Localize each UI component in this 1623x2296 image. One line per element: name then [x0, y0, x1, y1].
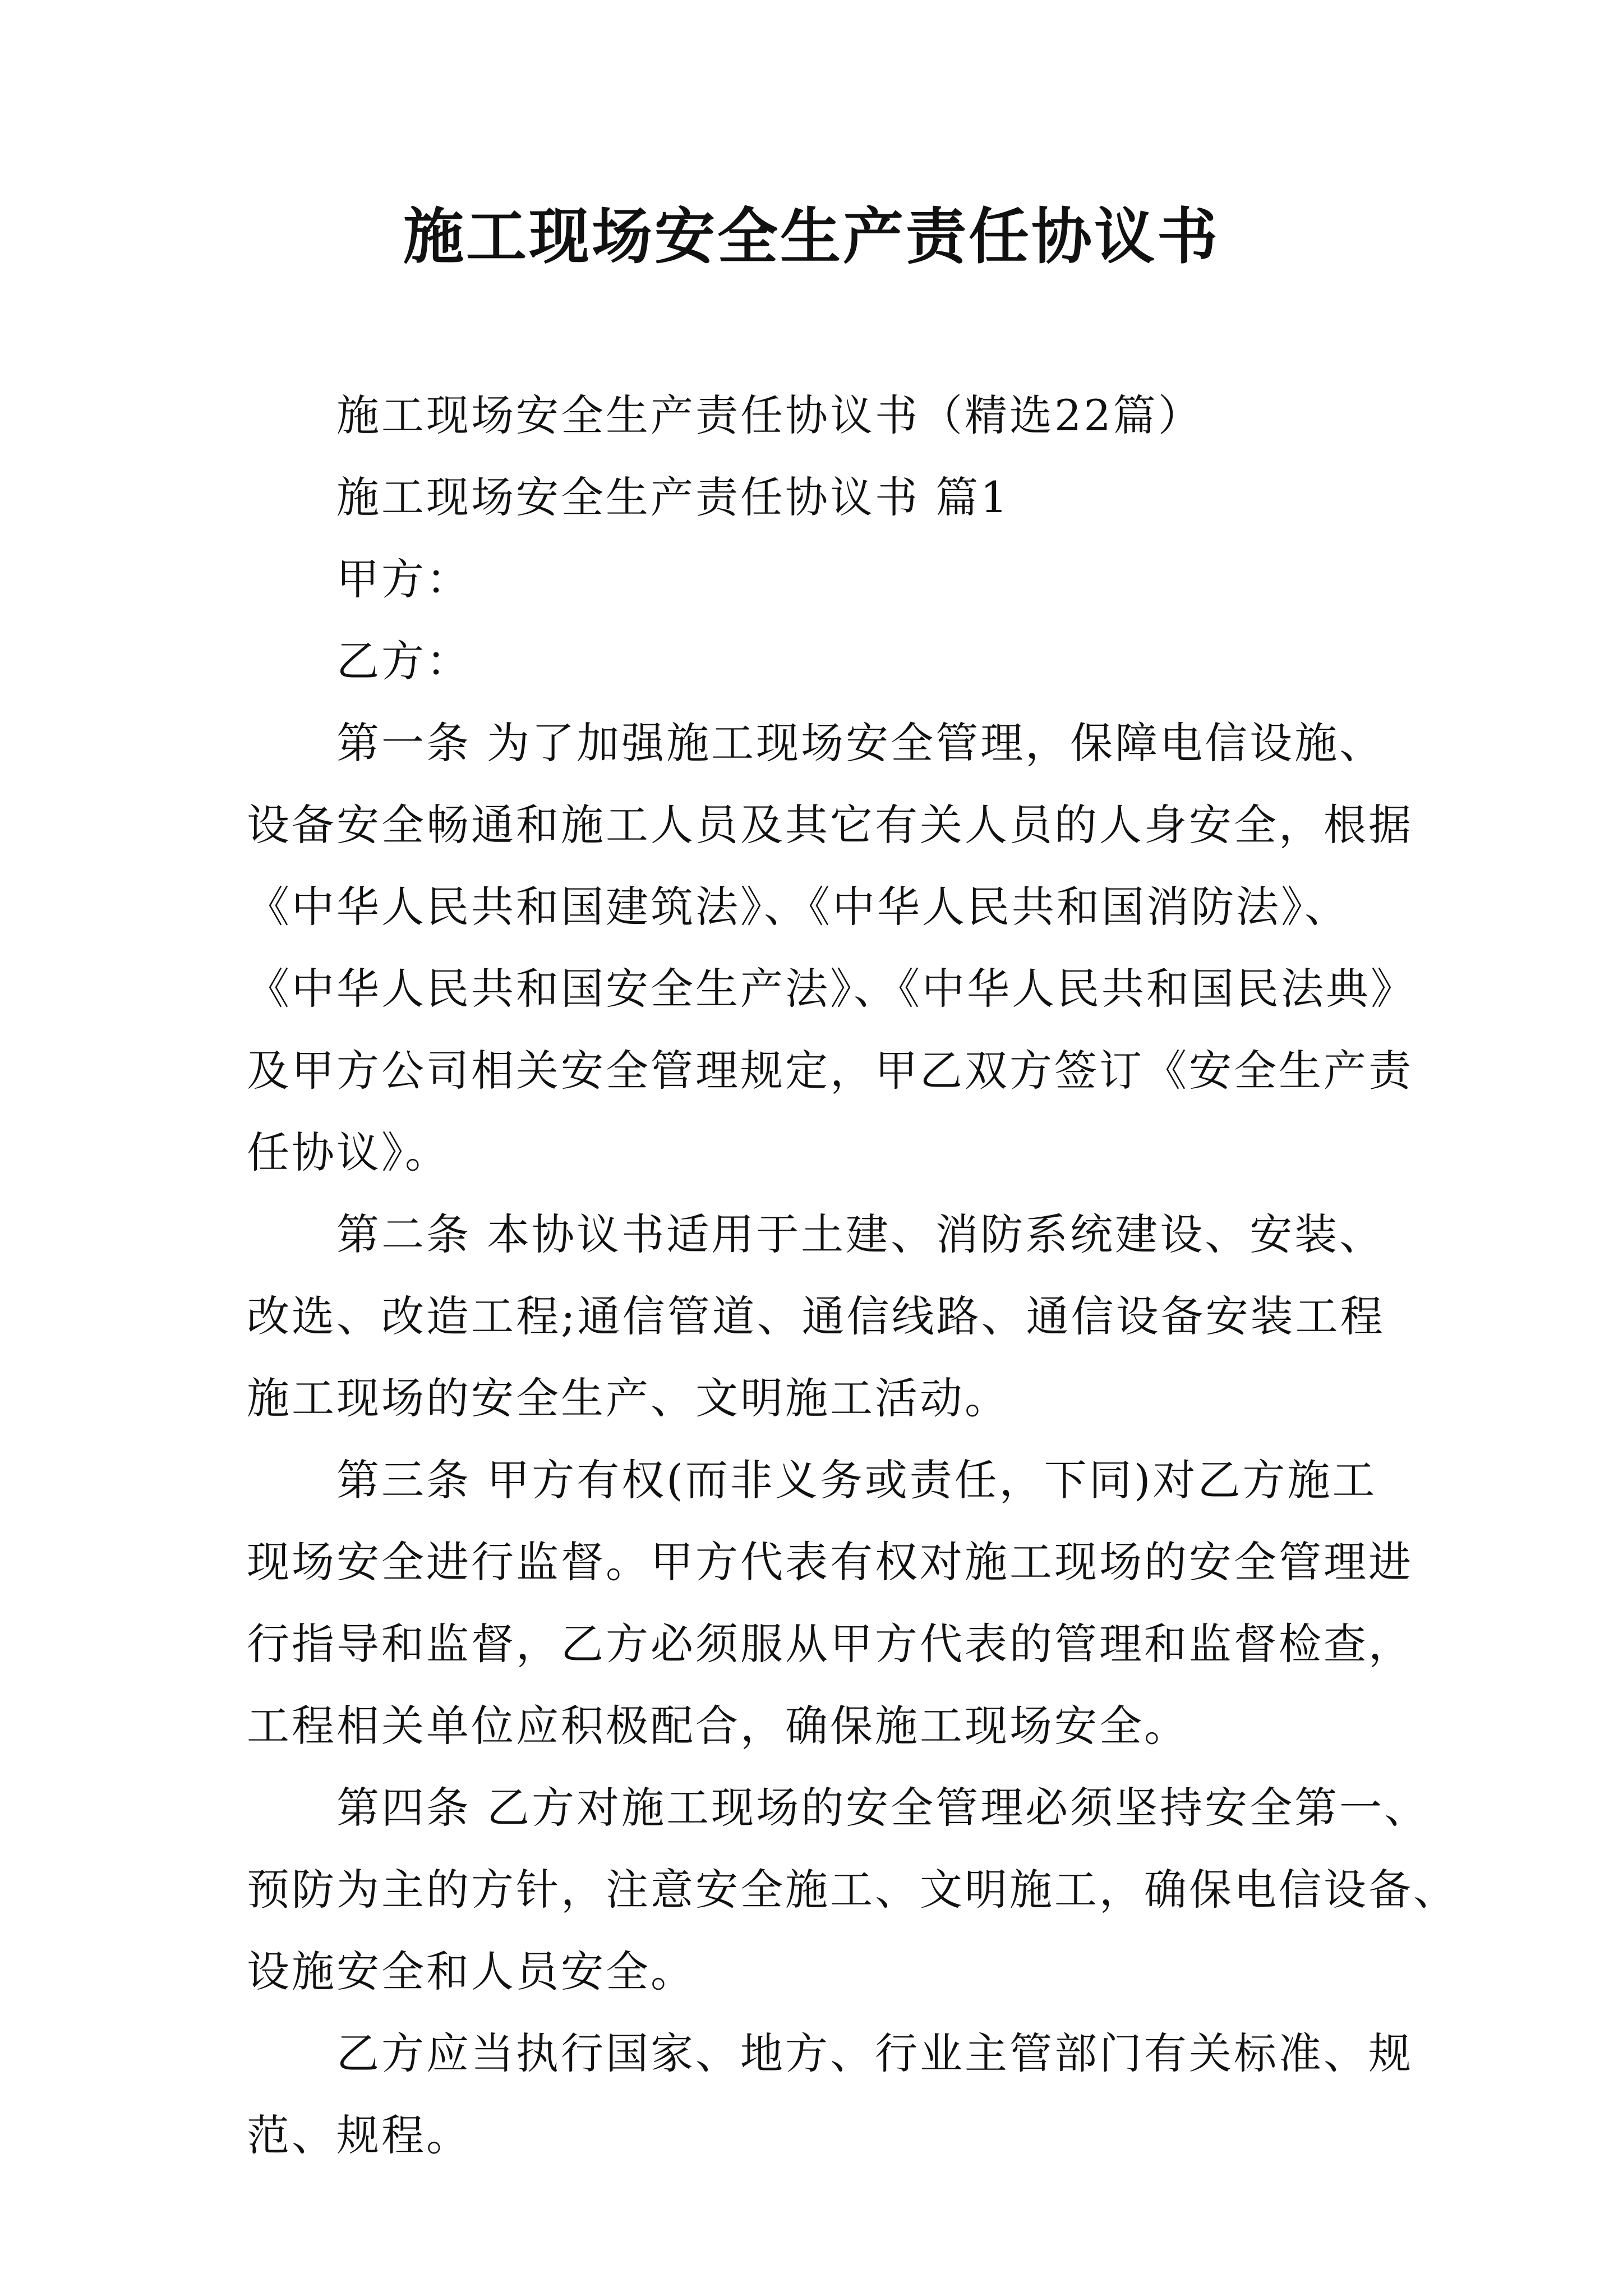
paragraph-line: 乙方： [336, 636, 471, 686]
paragraph-line: 预防为主的方针，注意安全施工、文明施工，确保电信设备、 [247, 1865, 1458, 1915]
paragraph-line: 第四条 乙方对施工现场的安全管理必须坚持安全第一、 [336, 1783, 1430, 1833]
paragraph-section-heading [247, 457, 1424, 539]
paragraph-line: 改选、改造工程;通信管道、通信线路、通信设备安装工程 [247, 1291, 1385, 1341]
paragraph-line: 现场安全进行监督。甲方代表有权对施工现场的安全管理进 [247, 1537, 1413, 1587]
paragraph-line: 范、规程。 [247, 2110, 471, 2160]
paragraph-line: 设施安全和人员安全。 [247, 1947, 695, 1996]
paragraph-line: 《中华人民共和国建筑法》、《中华人民共和国消防法》、 [247, 882, 1349, 932]
paragraph-article-4 [247, 1767, 1458, 2013]
document-title: 施工现场安全生产责任协议书 [403, 201, 1220, 272]
paragraph-line: 行指导和监督，乙方必须服从甲方代表的管理和监督检查， [247, 1619, 1413, 1669]
paragraph-line: 施工现场安全生产责任协议书（精选22篇） [336, 390, 1203, 440]
paragraph-standards [247, 2013, 1424, 2177]
paragraph-article-1 [247, 702, 1424, 1194]
paragraph-article-2 [247, 1194, 1424, 1439]
paragraph-line: 任协议》。 [247, 1128, 450, 1177]
paragraph-line: 工程相关单位应积极配合，确保施工现场安全。 [247, 1701, 1189, 1751]
paragraph-subtitle [247, 375, 1424, 457]
paragraph-article-3 [247, 1439, 1424, 1767]
paragraph-line: 《中华人民共和国安全生产法》、《中华人民共和国民法典》 [247, 964, 1415, 1014]
paragraph-line: 第一条 为了加强施工现场安全管理，保障电信设施、 [336, 718, 1385, 768]
paragraph-line: 施工现场的安全生产、文明施工活动。 [247, 1373, 1009, 1423]
paragraph-line: 及甲方公司相关安全管理规定，甲乙双方签订《安全生产责 [247, 1046, 1413, 1096]
paragraph-line: 施工现场安全生产责任协议书 篇1 [336, 472, 1010, 522]
paragraph-line: 第二条 本协议书适用于土建、消防系统建设、安装、 [336, 1209, 1385, 1259]
paragraph-line: 甲方： [336, 554, 471, 604]
paragraph-line: 设备安全畅通和施工人员及其它有关人员的人身安全，根据 [247, 800, 1413, 850]
paragraph-party-b [247, 620, 1424, 702]
paragraph-line: 乙方应当执行国家、地方、行业主管部门有关标准、规 [336, 2028, 1413, 2078]
paragraph-party-a [247, 539, 1424, 620]
paragraph-line: 第三条 甲方有权(而非义务或责任，下同)对乙方施工 [336, 1455, 1377, 1505]
document-body [247, 375, 1458, 2177]
